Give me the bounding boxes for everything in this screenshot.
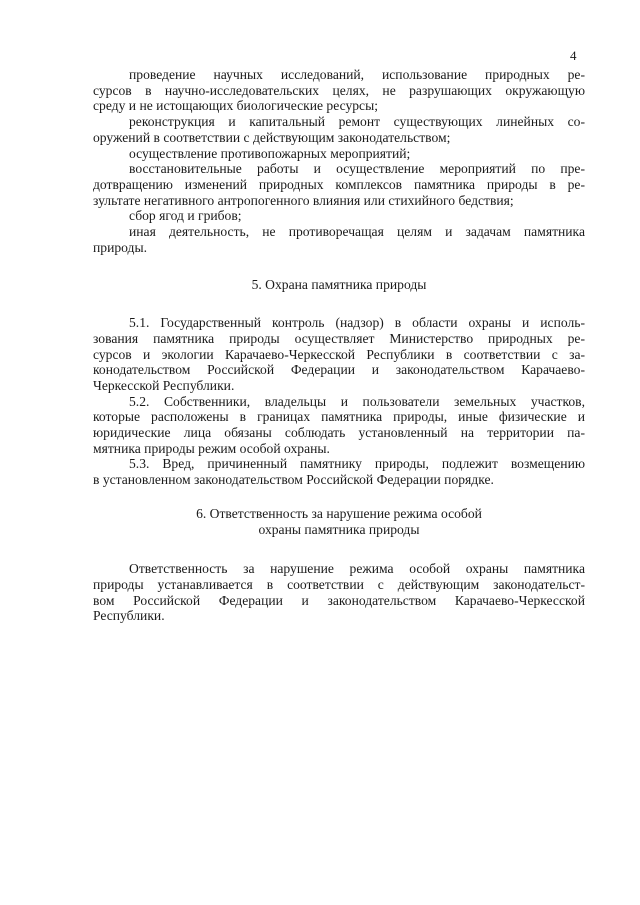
- document-body: [93, 67, 585, 624]
- text-line: Черкесской Республики.: [93, 377, 235, 393]
- text-line: 5.2. Собственники, владельцы и пользователи земельных участков,: [129, 393, 585, 409]
- section-5-heading: 5. Охрана памятника природы: [251, 277, 427, 293]
- text-line: 5.1. Государственный контроль (надзор) в области охраны и исполь-: [129, 315, 585, 331]
- text-line: зования памятника природы осуществляет Министерство природных ре-: [93, 330, 585, 346]
- section-6-heading: [93, 506, 585, 537]
- text-line: Республики.: [93, 608, 165, 624]
- text-line: сурсов и экологии Карачаево-Черкесской Республики в соответствии с за-: [93, 346, 585, 362]
- paragraph-5-3: [93, 456, 585, 487]
- text-line: зультате негативного антропогенного влияния или стихийного бедствия;: [93, 192, 514, 208]
- text-line: осуществление противопожарных мероприятий;: [129, 145, 411, 161]
- list-item: [93, 208, 585, 224]
- list-item: [93, 67, 585, 114]
- section-6-paragraph: [93, 561, 585, 624]
- text-line: восстановительные работы и осуществление мероприятий по пре-: [129, 161, 585, 177]
- text-line: Ответственность за нарушение режима особой охраны памятника: [129, 561, 585, 577]
- text-line: вом Российской Федерации и законодательством Карачаево-Черкесской: [93, 592, 585, 608]
- activity-list: [93, 67, 585, 255]
- text-line: природы.: [93, 239, 147, 255]
- list-item: [93, 161, 585, 208]
- list-item: [93, 224, 585, 255]
- heading-line: 6. Ответственность за нарушение режима особой: [196, 505, 482, 521]
- text-line: конодательством Российской Федерации и законодательством Карачаево-: [93, 362, 585, 378]
- text-line: юридические лица обязаны соблюдать установленный на территории па-: [93, 425, 585, 441]
- paragraph-5-1: [93, 315, 585, 394]
- page-number: 4: [570, 48, 577, 63]
- text-line: реконструкция и капитальный ремонт существующих линейных со-: [129, 114, 585, 130]
- text-line: в установленном законодательством Российской Федерации порядке.: [93, 472, 494, 488]
- text-line: природы устанавливается в соответствии с действующим законодательст-: [93, 576, 585, 592]
- text-line: иная деятельность, не противоречащая целям и задачам памятника: [129, 224, 585, 240]
- paragraph-5-2: [93, 394, 585, 457]
- text-line: 5.3. Вред, причиненный памятнику природы, подлежит возмещению: [129, 456, 585, 472]
- text-line: среду и не истощающих биологические ресурсы;: [93, 98, 378, 114]
- section-5-body: [93, 315, 585, 488]
- text-line: оружений в соответствии с действующим законодательством;: [93, 129, 451, 145]
- text-line: которые расположены в границах памятника природы, иные физические и: [93, 409, 585, 425]
- text-line: проведение научных исследований, использование природных ре-: [129, 67, 585, 82]
- text-line: сурсов в научно-исследовательских целях, не разрушающих окружающую: [93, 82, 585, 98]
- list-item: [93, 114, 585, 145]
- heading-line: охраны памятника природы: [258, 521, 420, 537]
- list-item: [93, 146, 585, 162]
- text-line: мятника природы режим особой охраны.: [93, 440, 330, 456]
- text-line: дотвращению изменений природных комплексов памятника природы в ре-: [93, 176, 585, 192]
- text-line: сбор ягод и грибов;: [129, 208, 242, 224]
